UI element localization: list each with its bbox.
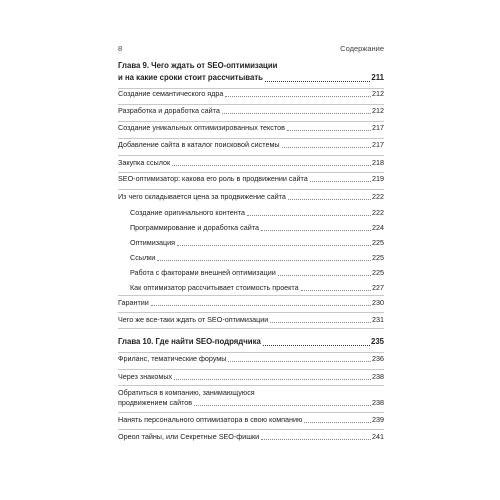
toc-entry: Создание семантического ядра 212 (118, 89, 384, 98)
divider (118, 172, 384, 173)
toc-subentry: Ссылки 225 (130, 253, 384, 262)
toc-entry: Создание уникальных оптимизированных текстов 217 (118, 123, 384, 132)
chapter-10-page: 235 (370, 337, 384, 346)
divider (118, 352, 384, 353)
divider (118, 412, 384, 413)
divider (118, 138, 384, 139)
toc-subentry: Создание оригинального контента 222 (130, 208, 384, 217)
toc-entry: SEO-оптимизатор: какова его роль в продвижении сайта 219 (118, 174, 384, 183)
toc-subentry: Как оптимизатор рассчитывает стоимость проекта 227 (130, 283, 384, 292)
page-number: 8 (118, 44, 123, 53)
divider (118, 189, 384, 190)
toc-entry: Нанять персонального оптимизатора в свою компанию 239 (118, 415, 384, 424)
toc-entry: Гарантии 230 (118, 298, 384, 307)
divider (118, 155, 384, 156)
toc-entry: Фриланс, тематические форумы 236 (118, 354, 384, 363)
toc-entry: Через знакомых 238 (118, 372, 384, 381)
toc-subentry: Программирование и доработка сайта 224 (130, 223, 384, 232)
divider (118, 328, 384, 329)
divider (118, 312, 384, 313)
divider (118, 369, 384, 370)
chapter-9-page: 211 (371, 73, 384, 82)
chapter-9-title: Глава 9. Чего ждать от SEO-оптимизации и на какие сроки стоит рассчитывать 211 (118, 61, 384, 82)
toc-entry: Ореол тайны, или Секретные SEO-фишки 241 (118, 432, 384, 441)
toc-entry: Закупка ссылок 218 (118, 158, 384, 167)
chapter-10-title: Глава 10. Где найти SEO-подрядчика 235 (118, 337, 384, 346)
toc-entry: Добавление сайта в каталог поисковой системы 217 (118, 140, 384, 149)
divider (118, 429, 384, 430)
toc-entry: Из чего складывается цена за продвижение сайта 222 (118, 192, 384, 201)
divider (118, 295, 384, 296)
running-header: Содержание (340, 44, 384, 53)
divider (118, 385, 384, 386)
divider (118, 104, 384, 105)
toc-subentry: Работа с факторами внешней оптимизации 225 (130, 268, 384, 277)
toc-entry: Обратиться в компанию, занимающуюся продвижением сайтов 238 (118, 388, 384, 407)
toc-entry: Чего же все-таки ждать от SEO-оптимизации 231 (118, 315, 384, 324)
divider (118, 121, 384, 122)
toc-entry: Разработка и доработка сайта 212 (118, 106, 384, 115)
toc-subentry: Оптимизация 225 (130, 238, 384, 247)
